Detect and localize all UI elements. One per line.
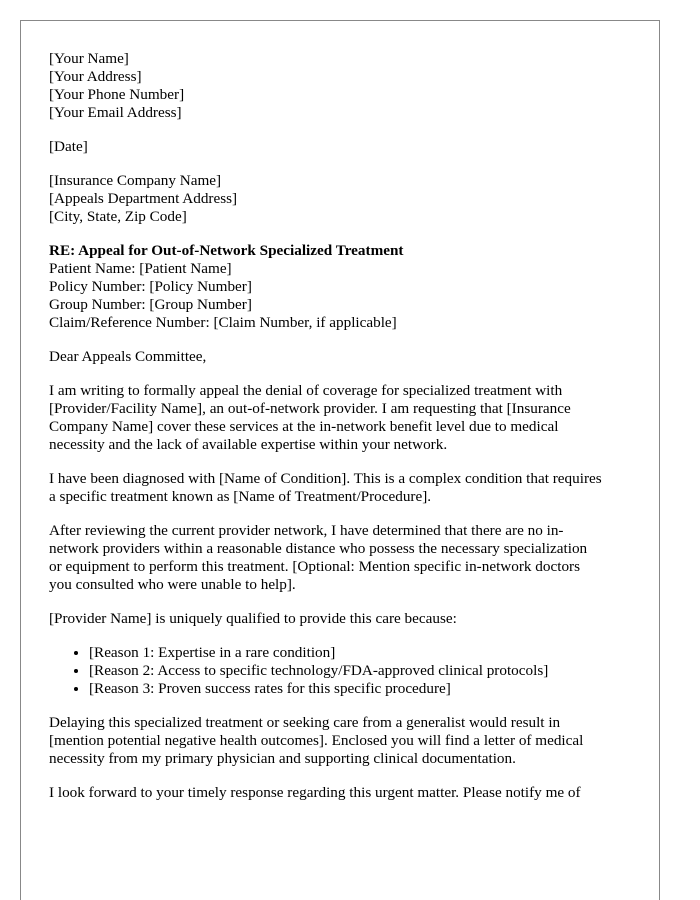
paragraph-line: [Provider Name] is uniquely qualified to provide this care because: [49,610,457,627]
re-block [49,242,639,332]
list-item: • [Reason 2: Access to specific technology/FDA-approved clinical protocols] [89,662,639,680]
re-title: RE: Appeal for Out-of-Network Specialized Treatment [49,242,404,259]
re-policy-number: Policy Number: [Policy Number] [49,278,252,295]
paragraph-3 [49,522,639,594]
recipient-city-state-zip: [City, State, Zip Code] [49,208,187,225]
paragraph-line: I have been diagnosed with [Name of Condition]. This is a complex condition that requires [49,470,602,487]
paragraph-line: necessity from my primary physician and supporting clinical documentation. [49,750,516,767]
paragraph-line: network providers within a reasonable distance who possess the necessary specialization [49,540,588,557]
salutation [49,348,639,366]
recipient-department-address: [Appeals Department Address] [49,190,238,207]
sender-block [49,50,639,122]
paragraph-line: [mention potential negative health outcomes]. Enclosed you will find a letter of medical [49,732,584,749]
sender-phone: [Your Phone Number] [49,86,185,103]
re-group-number: Group Number: [Group Number] [49,296,252,313]
paragraph-line: Delaying this specialized treatment or seeking care from a generalist would result in [49,714,561,731]
sender-name: [Your Name] [49,50,129,67]
paragraph-line: a specific treatment known as [Name of Treatment/Procedure]. [49,488,432,505]
paragraph-2 [49,470,639,506]
paragraph-line: I look forward to your timely response regarding this urgent matter. Please notify me of [49,784,581,801]
re-claim-number: Claim/Reference Number: [Claim Number, if applicable] [49,314,397,331]
salutation-text: Dear Appeals Committee, [49,348,207,365]
re-patient-name: Patient Name: [Patient Name] [49,260,232,277]
paragraph-line: [Provider/Facility Name], an out-of-network provider. I am requesting that [Insurance [49,400,571,417]
paragraph-line: Company Name] cover these services at the in-network benefit level due to medical [49,418,559,435]
paragraph-line: I am writing to formally appeal the denial of coverage for specialized treatment with [49,382,563,399]
paragraph-5 [49,714,639,768]
paragraph-1 [49,382,639,454]
sender-email: [Your Email Address] [49,104,182,121]
sender-address: [Your Address] [49,68,142,85]
letter-body [49,50,639,818]
letter-page [20,20,660,900]
date-block [49,138,639,156]
paragraph-line: necessity and the lack of available expertise within your network. [49,436,448,453]
recipient-company: [Insurance Company Name] [49,172,222,189]
list-item: • [Reason 1: Expertise in a rare condition] [89,644,639,662]
list-item: • [Reason 3: Proven success rates for this specific procedure] [89,680,639,698]
reasons-list [49,644,639,698]
letter-date: [Date] [49,138,88,155]
paragraph-line: you consulted who were unable to help]. [49,576,296,593]
paragraph-line: After reviewing the current provider network, I have determined that there are no in- [49,522,564,539]
paragraph-4 [49,610,639,628]
recipient-block [49,172,639,226]
paragraph-6 [49,784,639,802]
paragraph-line: or equipment to perform this treatment. [Optional: Mention specific in-network doctors [49,558,581,575]
